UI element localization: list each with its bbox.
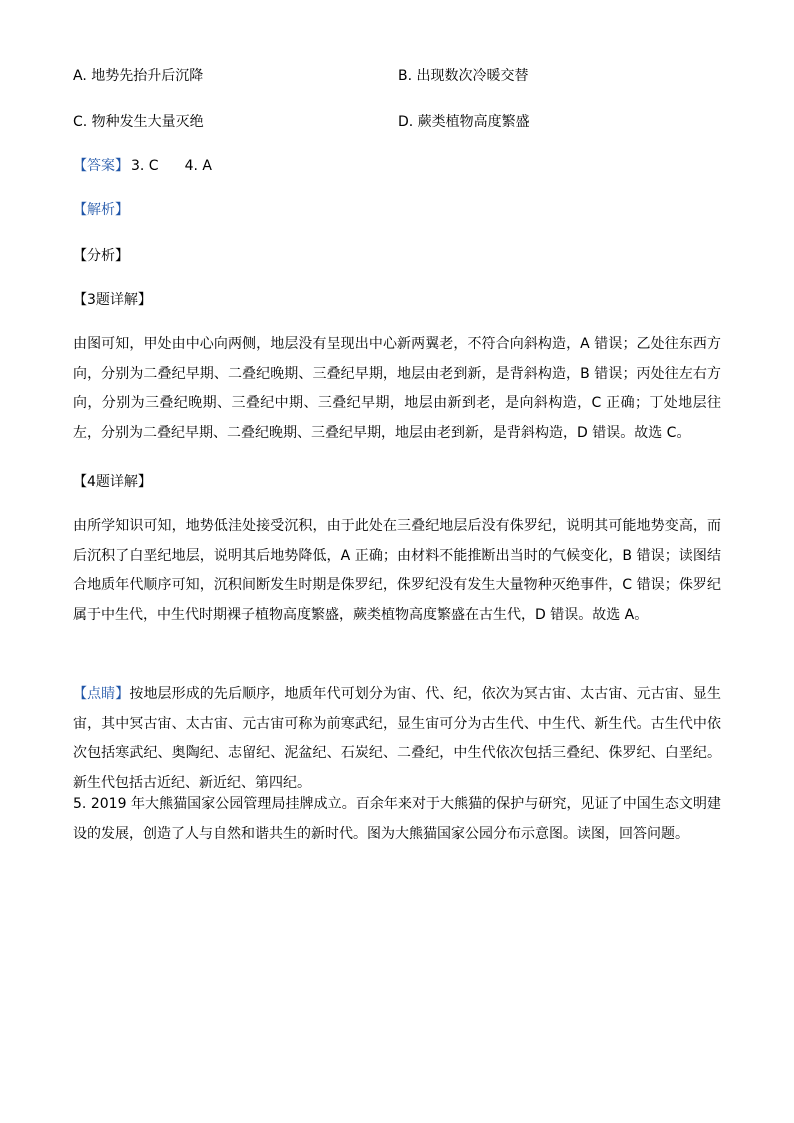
fenxi-heading: 【分析】 xyxy=(73,248,129,264)
dianjing-label: 【点睛】 xyxy=(73,686,130,702)
option-c: C. 物种发生大量灭绝 xyxy=(73,114,204,130)
option-a: A. 地势先抬升后沉降 xyxy=(73,68,204,84)
q3-detail-heading: 【3题详解】 xyxy=(73,292,152,308)
option-b: B. 出现数次冷暖交替 xyxy=(398,68,529,84)
q3-detail-text: 由图可知，甲处由中心向两侧，地层没有呈现出中心新两翼老，不符合向斜构造，A 错误；乙处往东西方向，分别为二叠纪早期、二叠纪晚期、三叠纪早期，地层由老到新，是背斜构造，B 错误；丙处往左右方向，分别为三叠纪晚期、三叠纪中期、三叠纪早期，地层由新到老，是向斜构造，C 正确；丁处地层往左，分别为二叠纪早期、二叠纪晚期、三叠纪早期，地层由老到新，是背斜构造，D 错误。故选 C。 xyxy=(73,336,721,442)
dianjing-text: 按地层形成的先后顺序，地质年代可划分为宙、代、纪，依次为冥古宙、太古宙、元古宙、显生宙，其中冥古宙、太古宙、元古宙可称为前寒武纪，显生宙可分为古生代、中生代、新生代。古生代中依次包括寒武纪、奥陶纪、志留纪、泥盆纪、石炭纪、二叠纪，中生代依次包括三叠纪、侏罗纪、白垩纪。新生代包括古近纪、新近纪、第四纪。 xyxy=(73,686,722,792)
answer-q4: 4. A xyxy=(184,158,212,174)
q4-detail-text: 由所学知识可知，地势低洼处接受沉积，由于此处在三叠纪地层后没有侏罗纪，说明其可能地势变高，而后沉积了白垩纪地层，说明其后地势降低，A 正确；由材料不能推断出当时的气候变化，B 错误；读图结合地质年代顺序可知，沉积间断发生时期是侏罗纪，侏罗纪没有发生大量物种灭绝事件，C 错误；侏罗纪属于中生代，中生代时期裸子植物高度繁盛，蕨类植物高度繁盛在古生代，D 错误。故选 A。 xyxy=(73,518,721,624)
answer-label: 【答案】 xyxy=(73,158,129,174)
dianjing-paragraph xyxy=(73,680,721,799)
analysis-heading: 【解析】 xyxy=(73,202,129,218)
question-5-stem: 5. 2019 年大熊猫国家公园管理局挂牌成立。百余年来对于大熊猫的保护与研究，见证了中国生态文明建设的发展，创造了人与自然和谐共生的新时代。图为大熊猫国家公园分布示意图。读图，回答问题。 xyxy=(73,796,721,842)
answer-q3: 3. C xyxy=(131,158,159,174)
answer-row xyxy=(73,156,212,176)
q4-detail-heading: 【4题详解】 xyxy=(73,474,152,490)
option-d: D. 蕨类植物高度繁盛 xyxy=(398,114,530,130)
